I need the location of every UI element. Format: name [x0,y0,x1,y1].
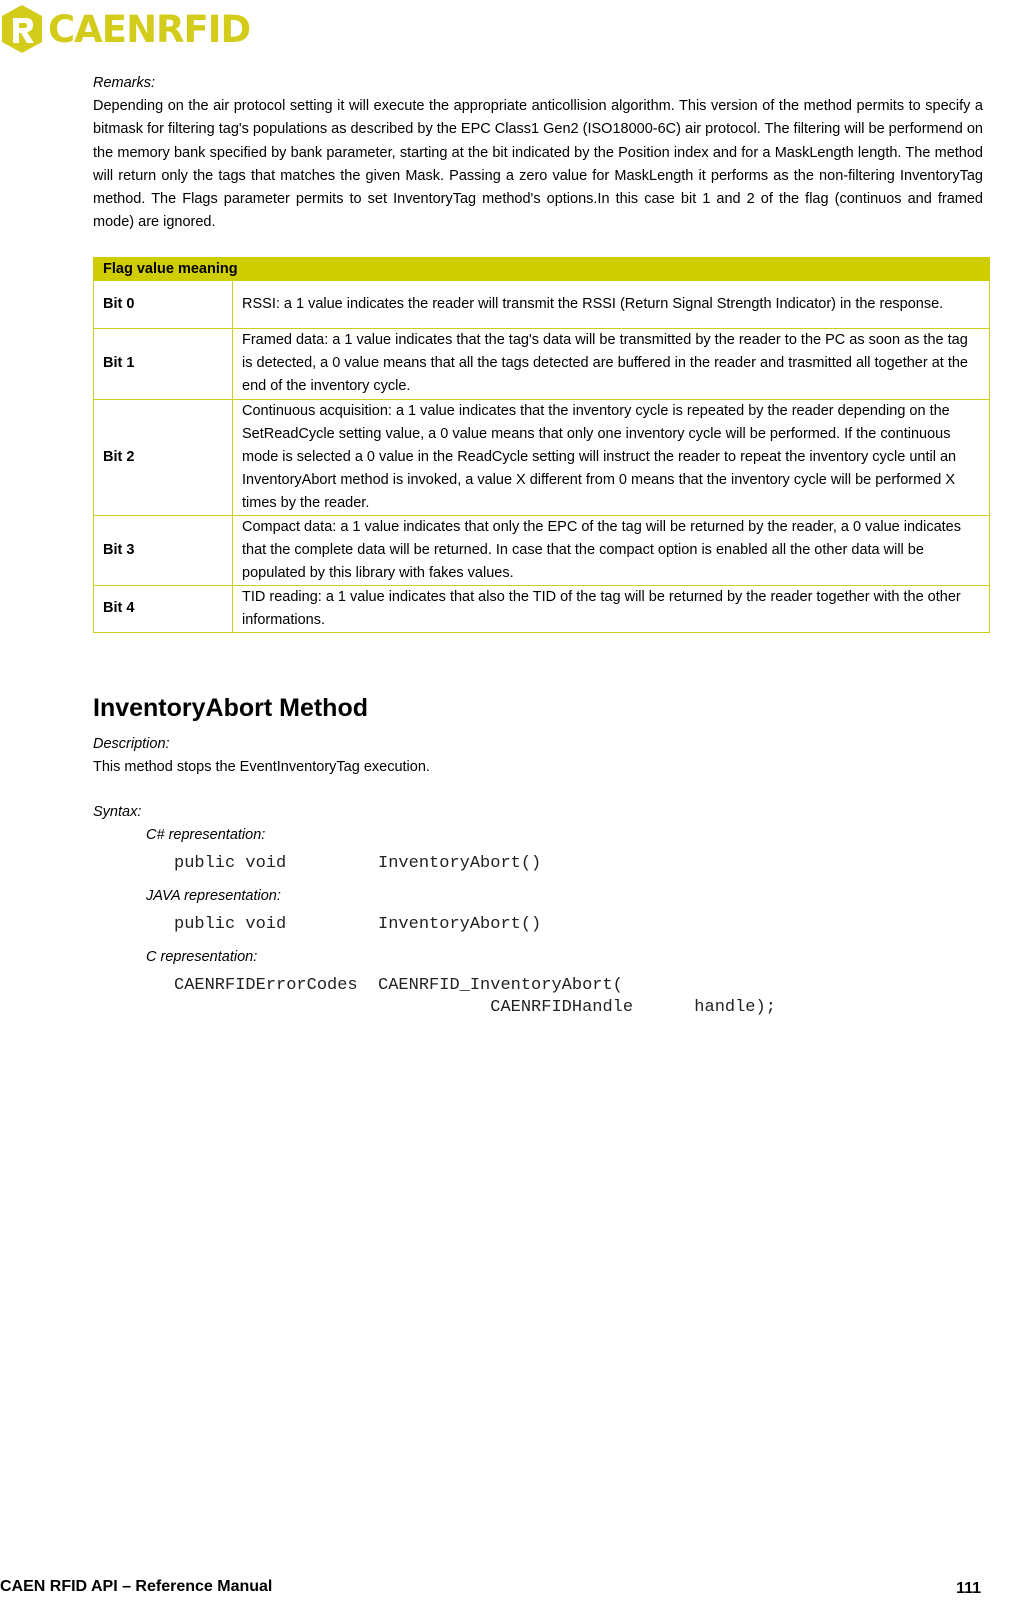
c-label: C representation: [146,948,258,965]
table-row [94,280,990,328]
flag-bit-label: Bit 0 [94,280,233,328]
flag-bit-meaning: RSSI: a 1 value indicates the reader will transmit the RSSI (Return Signal Strength Indicator) in the response. [233,280,990,328]
syntax-label: Syntax: [93,803,142,820]
java-label: JAVA representation: [146,887,281,904]
page-content [93,72,983,1029]
page-number: 111 [956,1580,981,1597]
flag-table-header-row [94,257,990,280]
table-row [94,585,990,632]
table-row [94,399,990,515]
table-row [94,328,990,399]
remarks-label: Remarks: [93,75,156,91]
flag-bit-label: Bit 2 [94,399,233,515]
caenrfid-logo-icon [0,4,44,54]
flag-bit-meaning: Compact data: a 1 value indicates that only the EPC of the tag will be returned by the reader, a 0 value indicates that the complete data will be returned. In case that the compact option is enabled all the other data will be populated by this library with fakes values. [233,515,990,585]
flag-bit-meaning: Framed data: a 1 value indicates that the tag's data will be transmitted by the reader to the PC as soon as the tag is detected, a 0 value means that all the tags detected are buffered in the reader and trasmitted all together at the end of the inventory cycle. [233,328,990,399]
table-row [94,515,990,585]
flag-table [93,257,990,633]
flag-bit-label: Bit 3 [94,515,233,585]
c-code: CAENRFIDErrorCodes CAENRFID_InventoryAbort( CAENRFIDHandle handle); [174,975,776,1017]
remarks-text: Depending on the air protocol setting it will execute the appropriate anticollision algorithm. This version of the method permits to specify a bitmask for filtering tag's populations as described by the EPC Class1 Gen2 (ISO18000-6C) air protocol. The filtering will be performend on the memory bank specified by bank parameter, starting at the bit indicated by the Position index and for a MaskLength length. The method will return only the tags that matches the given Mask. Passing a zero value for MaskLength it performs as the non-filtering InventoryTag method. The Flags parameter permits to set InventoryTag method's options.In this case bit 1 and 2 of the flag (continuos and framed mode) are ignored. [93,98,983,231]
footer-title: CAEN RFID API – Reference Manual [0,1578,273,1595]
flag-table-header: Flag value meaning [94,257,990,280]
csharp-code: public void InventoryAbort() [174,853,542,873]
flag-bit-meaning: Continuous acquisition: a 1 value indicates that the inventory cycle is repeated by the reader depending on the SetReadCycle setting value, a 0 value means that only one inventory cycle will be performed. If the continuous mode is selected a 0 value in the ReadCycle setting will instruct the reader to repeat the inventory cycle until an InventoryAbort method is invoked, a value X different from 0 means that the inventory cycle will be performed X times by the reader. [233,399,990,515]
flag-bit-meaning: TID reading: a 1 value indicates that also the TID of the tag will be returned by the reader together with the other informations. [233,585,990,632]
section-title: InventoryAbort Method [93,693,368,722]
java-code: public void InventoryAbort() [174,914,542,934]
flag-bit-label: Bit 1 [94,328,233,399]
description-text: This method stops the EventInventoryTag execution. [93,758,430,775]
flag-bit-label: Bit 4 [94,585,233,632]
caenrfid-logo [0,0,250,58]
logo-text: CAENRFID [48,7,251,51]
description-label: Description: [93,735,170,752]
csharp-label: C# representation: [146,826,266,843]
